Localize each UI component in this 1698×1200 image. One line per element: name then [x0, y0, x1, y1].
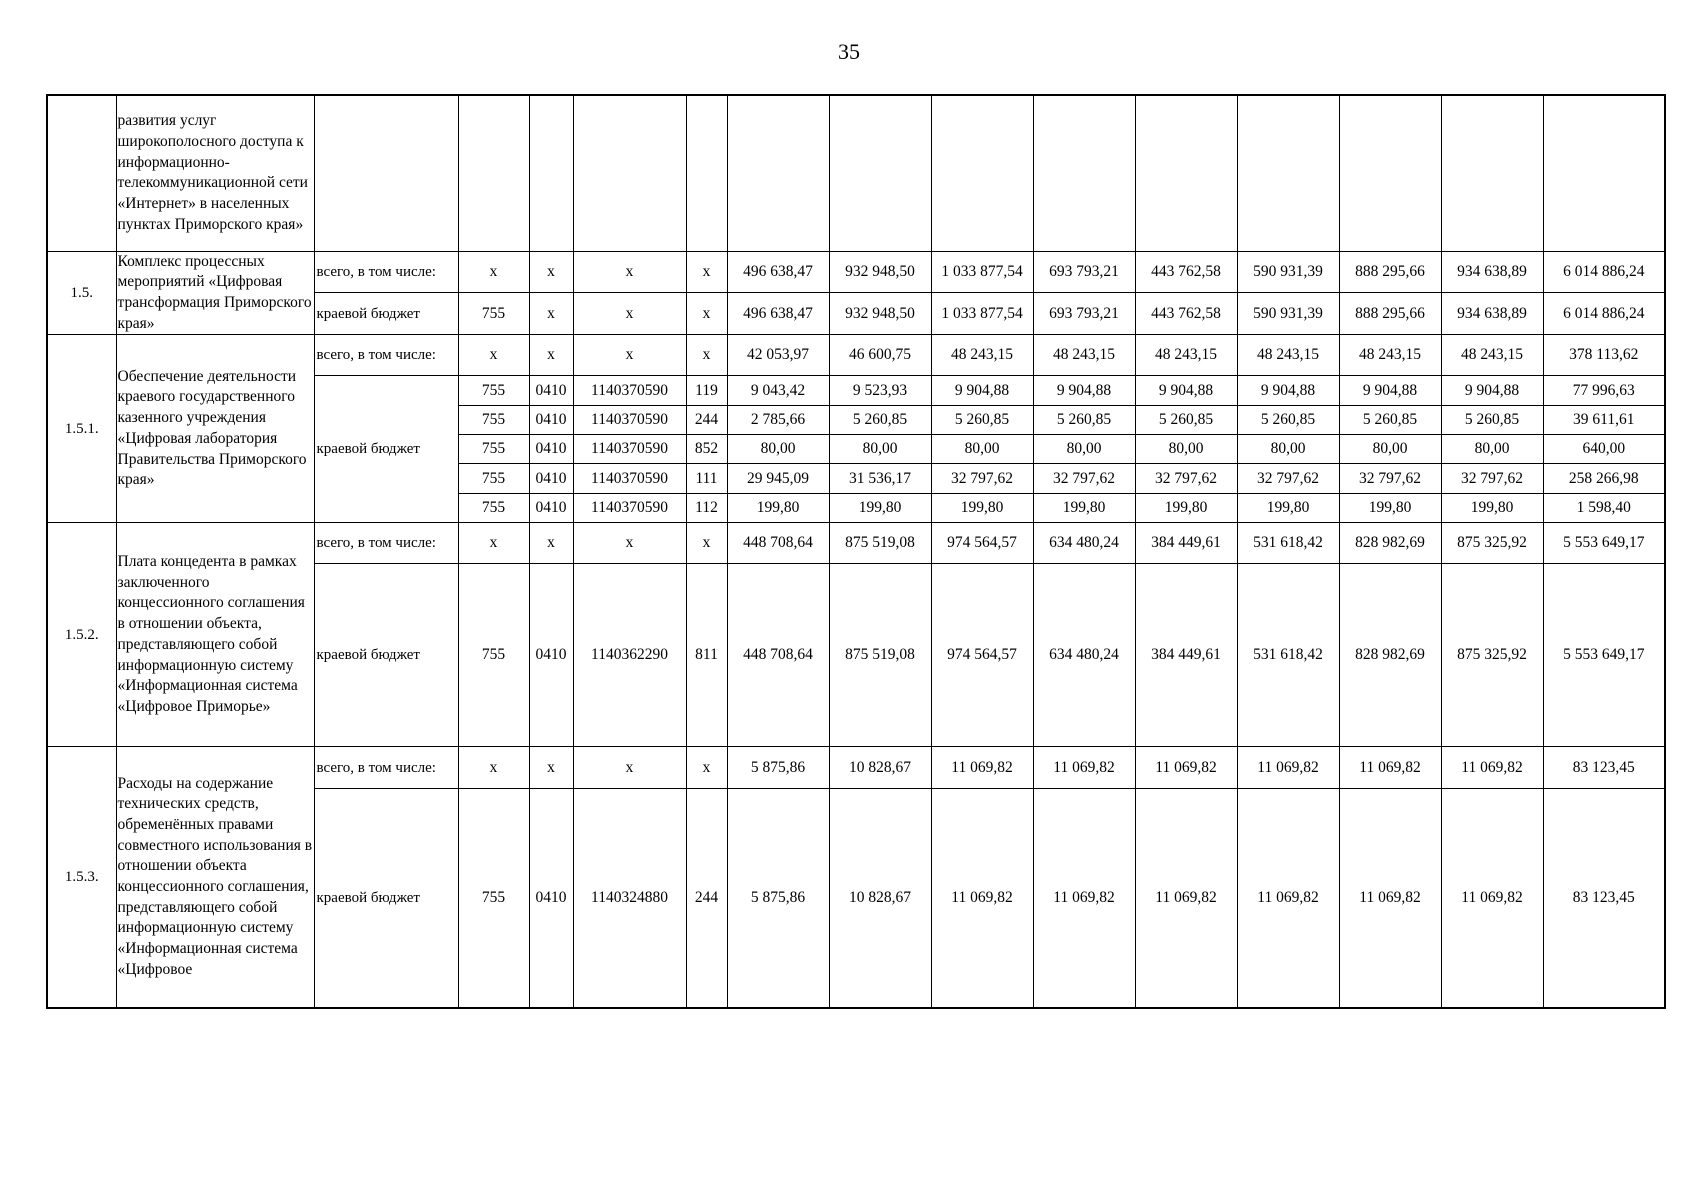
section-code-cell: 0410	[529, 464, 573, 494]
year-value-cell: 80,00	[1237, 435, 1339, 464]
year-value-cell: 11 069,82	[1135, 747, 1237, 789]
empty-cell	[458, 95, 529, 251]
year-value-cell: 199,80	[931, 494, 1033, 523]
expense-type-cell: x	[686, 523, 727, 564]
expense-type-cell: 244	[686, 406, 727, 435]
year-value-cell: 448 708,64	[727, 564, 829, 747]
year-value-cell: 32 797,62	[1237, 464, 1339, 494]
empty-cell	[829, 95, 931, 251]
year-value-cell: 48 243,15	[1441, 335, 1543, 376]
row-number-cell: 1.5.	[47, 251, 116, 335]
year-value-cell: 693 793,21	[1033, 293, 1135, 335]
total-value-cell: 83 123,45	[1543, 747, 1665, 789]
funding-source-cell: краевой бюджет	[314, 789, 458, 1008]
year-value-cell: 5 260,85	[1339, 406, 1441, 435]
empty-cell	[529, 95, 573, 251]
year-value-cell: 828 982,69	[1339, 523, 1441, 564]
year-value-cell: 531 618,42	[1237, 523, 1339, 564]
empty-cell	[686, 95, 727, 251]
year-value-cell: 80,00	[931, 435, 1033, 464]
grbs-code-cell: 755	[458, 293, 529, 335]
table-row	[47, 95, 1665, 251]
grbs-code-cell: 755	[458, 464, 529, 494]
total-value-cell: 77 996,63	[1543, 376, 1665, 406]
year-value-cell: 199,80	[1441, 494, 1543, 523]
year-value-cell: 5 260,85	[1033, 406, 1135, 435]
empty-cell	[727, 95, 829, 251]
year-value-cell: 496 638,47	[727, 251, 829, 293]
year-value-cell: 32 797,62	[1135, 464, 1237, 494]
year-value-cell: 5 260,85	[1135, 406, 1237, 435]
year-value-cell: 443 762,58	[1135, 251, 1237, 293]
row-number-cell: 1.5.2.	[47, 523, 116, 747]
year-value-cell: 80,00	[1441, 435, 1543, 464]
year-value-cell: 9 523,93	[829, 376, 931, 406]
table-row	[47, 747, 1665, 789]
target-article-cell: 1140370590	[573, 464, 686, 494]
year-value-cell: 11 069,82	[931, 747, 1033, 789]
year-value-cell: 11 069,82	[1135, 789, 1237, 1008]
empty-cell	[1441, 95, 1543, 251]
expense-type-cell: x	[686, 251, 727, 293]
section-code-cell: 0410	[529, 435, 573, 464]
year-value-cell: 11 069,82	[1339, 747, 1441, 789]
total-value-cell: 39 611,61	[1543, 406, 1665, 435]
year-value-cell: 531 618,42	[1237, 564, 1339, 747]
target-article-cell: 1140370590	[573, 435, 686, 464]
year-value-cell: 11 069,82	[1441, 789, 1543, 1008]
section-code-cell: x	[529, 293, 573, 335]
funding-source-cell: всего, в том числе:	[314, 335, 458, 376]
grbs-code-cell: x	[458, 335, 529, 376]
total-value-cell: 378 113,62	[1543, 335, 1665, 376]
target-article-cell: 1140324880	[573, 789, 686, 1008]
year-value-cell: 48 243,15	[1033, 335, 1135, 376]
funding-source-cell: всего, в том числе:	[314, 747, 458, 789]
table-body	[47, 95, 1665, 1008]
grbs-code-cell: 755	[458, 406, 529, 435]
year-value-cell: 32 797,62	[931, 464, 1033, 494]
target-article-cell: 1140370590	[573, 494, 686, 523]
year-value-cell: 80,00	[727, 435, 829, 464]
measure-name-cell: Плата концедента в рамках заключенного концессионного соглашения в отношении объекта, представляющего собой информационную систему «Информационная система «Цифровое Приморье»	[116, 523, 314, 747]
year-value-cell: 5 260,85	[1237, 406, 1339, 435]
year-value-cell: 634 480,24	[1033, 523, 1135, 564]
year-value-cell: 9 904,88	[1033, 376, 1135, 406]
year-value-cell: 11 069,82	[1339, 789, 1441, 1008]
year-value-cell: 448 708,64	[727, 523, 829, 564]
section-code-cell: 0410	[529, 376, 573, 406]
section-code-cell: 0410	[529, 564, 573, 747]
target-article-cell: 1140370590	[573, 376, 686, 406]
year-value-cell: 9 043,42	[727, 376, 829, 406]
total-value-cell: 5 553 649,17	[1543, 523, 1665, 564]
year-value-cell: 11 069,82	[1033, 747, 1135, 789]
expense-type-cell: 112	[686, 494, 727, 523]
year-value-cell: 10 828,67	[829, 789, 931, 1008]
grbs-code-cell: x	[458, 747, 529, 789]
year-value-cell: 11 069,82	[1237, 747, 1339, 789]
target-article-cell: x	[573, 747, 686, 789]
year-value-cell: 875 325,92	[1441, 564, 1543, 747]
funding-source-cell: краевой бюджет	[314, 293, 458, 335]
year-value-cell: 11 069,82	[1033, 789, 1135, 1008]
year-value-cell: 974 564,57	[931, 523, 1033, 564]
year-value-cell: 46 600,75	[829, 335, 931, 376]
year-value-cell: 48 243,15	[931, 335, 1033, 376]
expense-type-cell: 119	[686, 376, 727, 406]
row-number-cell: 1.5.3.	[47, 747, 116, 1008]
table-row	[47, 335, 1665, 376]
year-value-cell: 31 536,17	[829, 464, 931, 494]
funding-source-cell: всего, в том числе:	[314, 523, 458, 564]
year-value-cell: 29 945,09	[727, 464, 829, 494]
section-code-cell: 0410	[529, 406, 573, 435]
year-value-cell: 934 638,89	[1441, 251, 1543, 293]
section-code-cell: x	[529, 523, 573, 564]
funding-source-cell: всего, в том числе:	[314, 251, 458, 293]
funding-source-cell: краевой бюджет	[314, 564, 458, 747]
section-code-cell: x	[529, 747, 573, 789]
row-number-cell	[47, 95, 116, 251]
year-value-cell: 80,00	[1033, 435, 1135, 464]
funding-source-cell: краевой бюджет	[314, 376, 458, 523]
year-value-cell: 384 449,61	[1135, 523, 1237, 564]
empty-cell	[1339, 95, 1441, 251]
total-value-cell: 83 123,45	[1543, 789, 1665, 1008]
year-value-cell: 693 793,21	[1033, 251, 1135, 293]
total-value-cell: 6 014 886,24	[1543, 251, 1665, 293]
year-value-cell: 1 033 877,54	[931, 251, 1033, 293]
year-value-cell: 590 931,39	[1237, 293, 1339, 335]
empty-cell	[573, 95, 686, 251]
total-value-cell: 1 598,40	[1543, 494, 1665, 523]
year-value-cell: 875 325,92	[1441, 523, 1543, 564]
year-value-cell: 443 762,58	[1135, 293, 1237, 335]
year-value-cell: 384 449,61	[1135, 564, 1237, 747]
empty-cell	[1135, 95, 1237, 251]
year-value-cell: 5 875,86	[727, 789, 829, 1008]
measure-name-cell: Комплекс процессных мероприятий «Цифровая трансформация Приморского края»	[116, 251, 314, 335]
year-value-cell: 5 260,85	[931, 406, 1033, 435]
year-value-cell: 590 931,39	[1237, 251, 1339, 293]
year-value-cell: 80,00	[1135, 435, 1237, 464]
year-value-cell: 11 069,82	[931, 789, 1033, 1008]
empty-cell	[931, 95, 1033, 251]
expense-type-cell: x	[686, 747, 727, 789]
expense-type-cell: 244	[686, 789, 727, 1008]
year-value-cell: 974 564,57	[931, 564, 1033, 747]
year-value-cell: 199,80	[1237, 494, 1339, 523]
section-code-cell: x	[529, 251, 573, 293]
table-row	[47, 523, 1665, 564]
year-value-cell: 80,00	[829, 435, 931, 464]
grbs-code-cell: 755	[458, 564, 529, 747]
year-value-cell: 1 033 877,54	[931, 293, 1033, 335]
year-value-cell: 828 982,69	[1339, 564, 1441, 747]
year-value-cell: 48 243,15	[1135, 335, 1237, 376]
year-value-cell: 5 260,85	[829, 406, 931, 435]
year-value-cell: 199,80	[727, 494, 829, 523]
grbs-code-cell: 755	[458, 494, 529, 523]
year-value-cell: 48 243,15	[1339, 335, 1441, 376]
section-code-cell: x	[529, 335, 573, 376]
grbs-code-cell: 755	[458, 789, 529, 1008]
target-article-cell: 1140362290	[573, 564, 686, 747]
total-value-cell: 258 266,98	[1543, 464, 1665, 494]
year-value-cell: 496 638,47	[727, 293, 829, 335]
target-article-cell: x	[573, 251, 686, 293]
measure-name-cell: Расходы на содержание технических средств, обременённых правами совместного использования в отношении объекта концессионного соглашения, представляющего собой информационную систему «Информационная система «Цифровое	[116, 747, 314, 1008]
year-value-cell: 199,80	[1033, 494, 1135, 523]
year-value-cell: 634 480,24	[1033, 564, 1135, 747]
empty-cell	[314, 95, 458, 251]
year-value-cell: 9 904,88	[931, 376, 1033, 406]
year-value-cell: 32 797,62	[1339, 464, 1441, 494]
total-value-cell: 6 014 886,24	[1543, 293, 1665, 335]
year-value-cell: 199,80	[829, 494, 931, 523]
year-value-cell: 10 828,67	[829, 747, 931, 789]
target-article-cell: 1140370590	[573, 406, 686, 435]
year-value-cell: 5 260,85	[1441, 406, 1543, 435]
expense-type-cell: 811	[686, 564, 727, 747]
year-value-cell: 9 904,88	[1441, 376, 1543, 406]
grbs-code-cell: 755	[458, 435, 529, 464]
year-value-cell: 888 295,66	[1339, 251, 1441, 293]
expense-type-cell: 852	[686, 435, 727, 464]
target-article-cell: x	[573, 335, 686, 376]
year-value-cell: 199,80	[1135, 494, 1237, 523]
year-value-cell: 934 638,89	[1441, 293, 1543, 335]
year-value-cell: 9 904,88	[1237, 376, 1339, 406]
page-number: 35	[838, 39, 860, 64]
grbs-code-cell: x	[458, 251, 529, 293]
year-value-cell: 11 069,82	[1441, 747, 1543, 789]
year-value-cell: 5 875,86	[727, 747, 829, 789]
empty-cell	[1237, 95, 1339, 251]
section-code-cell: 0410	[529, 789, 573, 1008]
year-value-cell: 9 904,88	[1339, 376, 1441, 406]
empty-cell	[1033, 95, 1135, 251]
total-value-cell: 5 553 649,17	[1543, 564, 1665, 747]
year-value-cell: 932 948,50	[829, 251, 931, 293]
budget-table	[46, 94, 1666, 1009]
grbs-code-cell: 755	[458, 376, 529, 406]
measure-name-cell: Обеспечение деятельности краевого государственного казенного учреждения «Цифровая лаборатория Правительства Приморского края»	[116, 335, 314, 523]
grbs-code-cell: x	[458, 523, 529, 564]
year-value-cell: 42 053,97	[727, 335, 829, 376]
year-value-cell: 932 948,50	[829, 293, 931, 335]
measure-name-cell: развития услуг широкополосного доступа к информационно-телекоммуникационной сети «Интернет» в населенных пунктах Приморского края»	[116, 95, 314, 251]
year-value-cell: 875 519,08	[829, 523, 931, 564]
total-value-cell: 640,00	[1543, 435, 1665, 464]
year-value-cell: 32 797,62	[1033, 464, 1135, 494]
year-value-cell: 11 069,82	[1237, 789, 1339, 1008]
table-row	[47, 251, 1665, 293]
year-value-cell: 48 243,15	[1237, 335, 1339, 376]
year-value-cell: 888 295,66	[1339, 293, 1441, 335]
expense-type-cell: x	[686, 335, 727, 376]
section-code-cell: 0410	[529, 494, 573, 523]
expense-type-cell: 111	[686, 464, 727, 494]
year-value-cell: 2 785,66	[727, 406, 829, 435]
year-value-cell: 199,80	[1339, 494, 1441, 523]
row-number-cell: 1.5.1.	[47, 335, 116, 523]
year-value-cell: 80,00	[1339, 435, 1441, 464]
year-value-cell: 9 904,88	[1135, 376, 1237, 406]
year-value-cell: 875 519,08	[829, 564, 931, 747]
empty-cell	[1543, 95, 1665, 251]
expense-type-cell: x	[686, 293, 727, 335]
target-article-cell: x	[573, 523, 686, 564]
year-value-cell: 32 797,62	[1441, 464, 1543, 494]
target-article-cell: x	[573, 293, 686, 335]
